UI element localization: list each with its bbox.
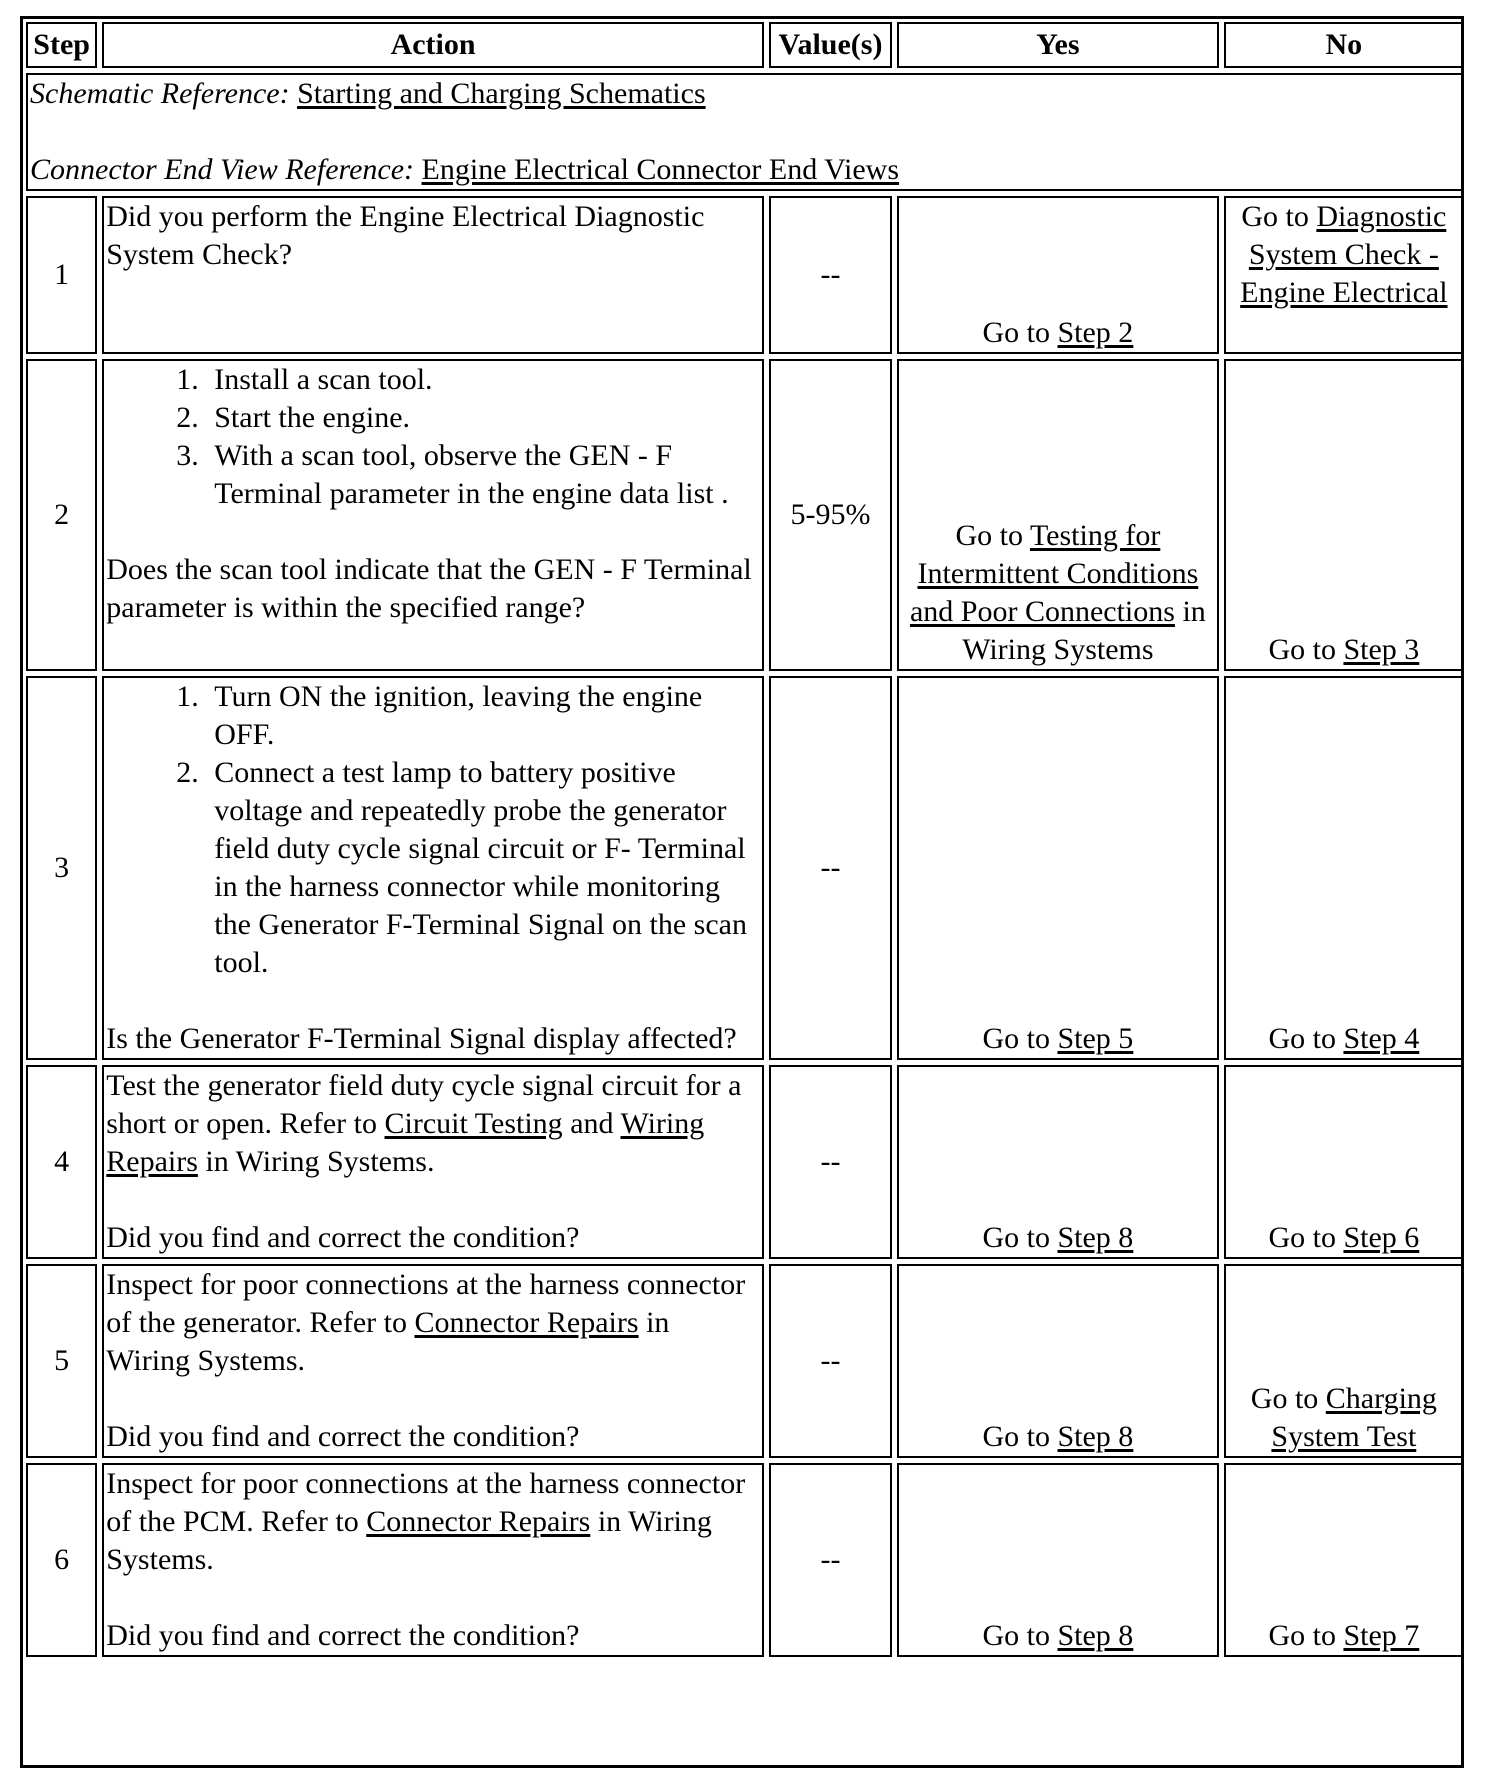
- no-cell: [1224, 1264, 1464, 1458]
- no-prefix: Go to: [1268, 633, 1344, 666]
- list-item: 1. Install a scan tool.: [206, 361, 760, 399]
- yes-cell: [897, 359, 1219, 671]
- step-number: 2: [26, 359, 97, 671]
- action-cell: [102, 196, 764, 354]
- no-cell: [1224, 1065, 1464, 1259]
- table-row-step-1: [26, 196, 1464, 354]
- step-number: 6: [26, 1463, 97, 1657]
- action-text: and: [562, 1107, 621, 1140]
- yes-prefix: Go to: [955, 519, 1030, 552]
- table-row-step-2: [26, 359, 1464, 671]
- connector-reference: [30, 151, 1460, 189]
- value-cell: 5-95%: [769, 359, 892, 671]
- connector-reference-link[interactable]: Engine Electrical Connector End Views: [421, 153, 900, 186]
- list-item: 2. Start the engine.: [206, 399, 760, 437]
- header-yes: Yes: [897, 22, 1219, 68]
- action-text: in Wiring Systems.: [106, 1505, 712, 1576]
- step-number: 4: [26, 1065, 97, 1259]
- paragraph-spacer: [106, 1380, 760, 1418]
- yes-prefix: Go to: [982, 1619, 1058, 1652]
- action-cell: [102, 676, 764, 1060]
- reference-row: [26, 73, 1464, 191]
- action-text: Test the generator field duty cycle signal circuit for a short or open. Refer to: [106, 1069, 742, 1140]
- step-number: 1: [26, 196, 97, 354]
- yes-cell: [897, 196, 1219, 354]
- action-text: in Wiring Systems.: [106, 1306, 670, 1377]
- table-header-row: [26, 22, 1464, 68]
- yes-cell: [897, 676, 1219, 1060]
- diagnostic-table-frame: [20, 16, 1464, 1768]
- instruction-list: [106, 361, 760, 513]
- table-row-step-5: [26, 1264, 1464, 1458]
- action-cell: [102, 1065, 764, 1259]
- schematic-reference-label: Schematic Reference:: [30, 77, 290, 110]
- list-item: 2. Connect a test lamp to battery positive voltage and repeatedly probe the generator field duty cycle signal circuit or F- Terminal in the harness connector while monitoring the Generator F-Terminal Signal on the scan tool.: [206, 754, 760, 982]
- value-cell: --: [769, 1264, 892, 1458]
- question-text: Did you find and correct the condition?: [106, 1619, 580, 1652]
- yes-prefix: Go to: [982, 1420, 1058, 1453]
- value-cell: --: [769, 1463, 892, 1657]
- action-text: Inspect for poor connections at the harness connector of the PCM. Refer to: [106, 1467, 746, 1538]
- no-cell: [1224, 676, 1464, 1060]
- value-cell: --: [769, 676, 892, 1060]
- action-cell: [102, 359, 764, 671]
- no-link[interactable]: Diagnostic System Check - Engine Electrical: [1240, 200, 1448, 309]
- no-cell: [1224, 1463, 1464, 1657]
- schematic-reference-link[interactable]: Starting and Charging Schematics: [297, 77, 706, 110]
- action-cell: [102, 1264, 764, 1458]
- step-number: 5: [26, 1264, 97, 1458]
- yes-prefix: Go to: [982, 1022, 1058, 1055]
- yes-prefix: Go to: [982, 316, 1058, 349]
- yes-link[interactable]: Step 5: [1057, 1022, 1134, 1055]
- table-row-step-4: [26, 1065, 1464, 1259]
- header-step: Step: [26, 22, 97, 68]
- circuit-testing-link[interactable]: Circuit Testing: [384, 1107, 563, 1140]
- yes-link[interactable]: Step 2: [1057, 316, 1134, 349]
- no-link[interactable]: Charging System Test: [1271, 1382, 1437, 1453]
- question-text: Does the scan tool indicate that the GEN - F Terminal parameter is within the specified range?: [106, 553, 752, 624]
- paragraph-spacer: [106, 1579, 760, 1617]
- instruction-list: [106, 678, 760, 982]
- no-link[interactable]: Step 6: [1343, 1221, 1420, 1254]
- header-no: No: [1224, 22, 1464, 68]
- action-text: Did you perform the Engine Electrical Diagnostic System Check?: [106, 200, 705, 271]
- question-text: Did you find and correct the condition?: [106, 1221, 580, 1254]
- yes-cell: [897, 1065, 1219, 1259]
- diagnostic-table: [21, 17, 1469, 1662]
- yes-link[interactable]: Step 8: [1057, 1619, 1134, 1652]
- value-cell: --: [769, 196, 892, 354]
- list-item: 1. Turn ON the ignition, leaving the engine OFF.: [206, 678, 760, 754]
- yes-cell: [897, 1463, 1219, 1657]
- yes-link[interactable]: Step 8: [1057, 1221, 1134, 1254]
- question-text: Is the Generator F-Terminal Signal display affected?: [106, 1022, 737, 1055]
- reference-cell: [26, 73, 1464, 191]
- no-prefix: Go to: [1241, 200, 1317, 233]
- wiring-repairs-link[interactable]: Wiring Repairs: [106, 1107, 705, 1178]
- connector-repairs-link[interactable]: Connector Repairs: [414, 1306, 639, 1339]
- action-text: in Wiring Systems.: [197, 1145, 435, 1178]
- no-prefix: Go to: [1268, 1619, 1344, 1652]
- step-number: 3: [26, 676, 97, 1060]
- no-prefix: Go to: [1250, 1382, 1326, 1415]
- no-cell: [1224, 196, 1464, 354]
- reference-spacer: [30, 113, 1460, 151]
- no-link[interactable]: Step 3: [1343, 633, 1420, 666]
- header-action: Action: [102, 22, 764, 68]
- list-item: 3. With a scan tool, observe the GEN - F Terminal parameter in the engine data list .: [206, 437, 760, 513]
- yes-suffix: in Wiring Systems: [962, 595, 1206, 666]
- connector-repairs-link[interactable]: Connector Repairs: [366, 1505, 591, 1538]
- connector-reference-label: Connector End View Reference:: [30, 153, 415, 186]
- yes-prefix: Go to: [982, 1221, 1058, 1254]
- question-text: Did you find and correct the condition?: [106, 1420, 580, 1453]
- yes-cell: [897, 1264, 1219, 1458]
- value-cell: --: [769, 1065, 892, 1259]
- no-prefix: Go to: [1268, 1022, 1344, 1055]
- no-prefix: Go to: [1268, 1221, 1344, 1254]
- yes-link[interactable]: Testing for Intermittent Conditions and Poor Connections: [909, 519, 1199, 628]
- paragraph-spacer: [106, 1181, 760, 1219]
- header-values: Value(s): [769, 22, 892, 68]
- schematic-reference: [30, 75, 1460, 113]
- action-text: Inspect for poor connections at the harness connector of the generator. Refer to: [106, 1268, 746, 1339]
- table-row-step-6: [26, 1463, 1464, 1657]
- no-cell: [1224, 359, 1464, 671]
- no-link[interactable]: Step 4: [1343, 1022, 1420, 1055]
- no-link[interactable]: Step 7: [1343, 1619, 1420, 1652]
- action-cell: [102, 1463, 764, 1657]
- yes-link[interactable]: Step 8: [1057, 1420, 1134, 1453]
- table-row-step-3: [26, 676, 1464, 1060]
